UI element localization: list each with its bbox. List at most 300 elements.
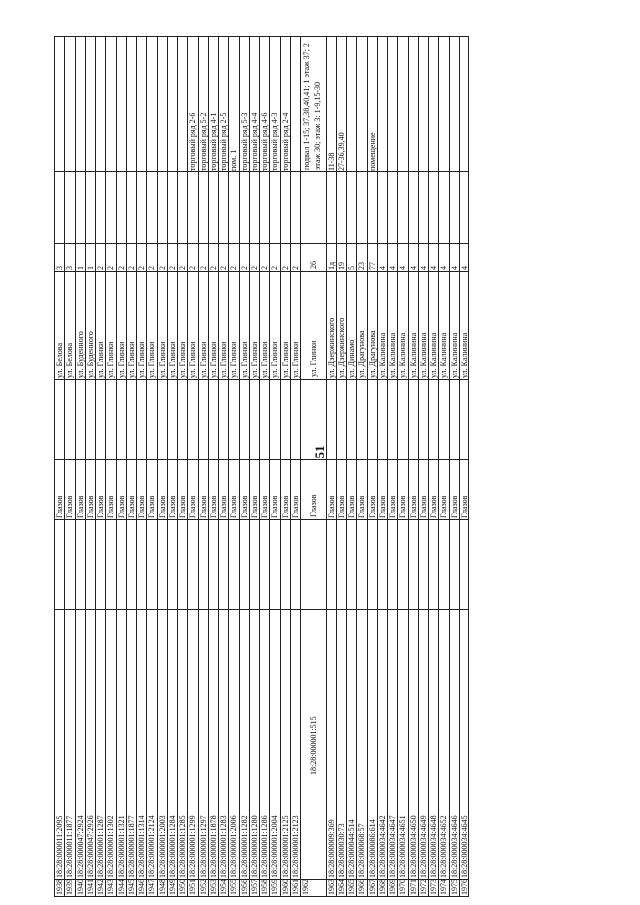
note-text: торговый ряд 4-4 [249, 112, 259, 171]
cell-cad [301, 610, 326, 880]
cell-extra [398, 172, 407, 244]
cell-cad [337, 610, 346, 880]
cell-gap2 [281, 520, 290, 610]
cell-cad [229, 610, 238, 880]
street-text: ул. Глинки [280, 341, 290, 378]
cell-gap [96, 380, 105, 460]
cell-gap [429, 380, 438, 460]
cell-gap2 [409, 520, 418, 610]
cell-cad [76, 610, 85, 880]
house-text: 1 [75, 266, 85, 270]
street-text: ул. Глинки [290, 341, 300, 378]
cell-note [240, 36, 249, 172]
cell-street [429, 272, 438, 380]
cell-n [378, 880, 387, 897]
cell-street [409, 272, 418, 380]
cell-house [158, 244, 167, 272]
cell-city [147, 460, 156, 520]
cell-n [199, 880, 208, 897]
table-row [356, 36, 366, 897]
cell-city [347, 460, 356, 520]
table-row [387, 36, 397, 897]
cell-street [137, 272, 146, 380]
city-text: Глазов [188, 495, 198, 518]
note-text: помещение [367, 132, 377, 171]
house-text: 2 [188, 266, 198, 270]
cell-gap [337, 380, 346, 460]
cad-text: 18:28:000011:2095 [55, 815, 64, 878]
city-text: Глазов [85, 495, 95, 518]
table-row [85, 36, 95, 897]
n-text: 1973 [429, 879, 439, 895]
table-row [146, 36, 156, 897]
house-text: 2 [270, 266, 280, 270]
street-text: ул. Калинина [418, 332, 428, 378]
cell-n [450, 880, 459, 897]
cell-house [270, 244, 279, 272]
street-text: ул. Калинина [398, 332, 408, 378]
cell-street [398, 272, 407, 380]
cell-extra [388, 172, 397, 244]
cell-house [388, 244, 397, 272]
cell-n [76, 880, 85, 897]
cell-city [337, 460, 346, 520]
cell-n [281, 880, 290, 897]
n-text: 1950 [178, 879, 187, 895]
cell-street [368, 272, 377, 380]
cell-street [240, 272, 249, 380]
house-text: 2 [260, 266, 269, 270]
cell-n [250, 880, 259, 897]
n-text: 1940 [75, 879, 85, 895]
cell-house [178, 244, 187, 272]
cell-extra [260, 172, 269, 244]
cad-text: 18:28:000047:2924 [75, 815, 85, 878]
cell-city [209, 460, 218, 520]
cell-gap [347, 380, 356, 460]
street-text: ул. Глинки [106, 341, 116, 378]
cell-cad [409, 610, 418, 880]
cell-street [378, 272, 387, 380]
cell-street [347, 272, 356, 380]
cell-extra [460, 172, 468, 244]
cad-text: 18:28:000001:515 [308, 716, 318, 775]
cell-house [209, 244, 218, 272]
cell-note [460, 36, 468, 172]
table-row [336, 36, 346, 897]
cell-gap2 [178, 520, 187, 610]
cell-house [347, 244, 356, 272]
cell-house [76, 244, 85, 272]
cell-city [178, 460, 187, 520]
cell-street [270, 272, 279, 380]
cell-n [229, 880, 238, 897]
note-text: торговый ряд 2-5 [219, 112, 228, 171]
cad-text: 18:28:000034:4647 [388, 815, 398, 878]
cell-street [117, 272, 126, 380]
cell-house [55, 244, 64, 272]
cell-house [199, 244, 208, 272]
cell-note [106, 36, 115, 172]
cell-house [357, 244, 366, 272]
cad-text: 18:28:000001:1283 [219, 815, 228, 878]
cell-cad [209, 610, 218, 880]
cell-street [209, 272, 218, 380]
note-text: подвал 1-15; 37,38,40,41; 1 этаж 37; 2 этаж 30; этаж 3: 1-9,15-30 [302, 43, 322, 170]
street-text: ул. Дзержинского [336, 317, 346, 378]
cell-city [357, 460, 366, 520]
cell-cad [178, 610, 187, 880]
cell-house [439, 244, 448, 272]
cell-extra [65, 172, 74, 244]
cell-n [291, 880, 300, 897]
cell-note [158, 36, 167, 172]
city-text: Глазов [408, 495, 418, 518]
table-row [64, 36, 74, 897]
note-text: торговый ряд 4-6 [260, 112, 269, 171]
street-text: ул. Калинина [388, 332, 398, 378]
cell-extra [291, 172, 300, 244]
cell-gap [219, 380, 228, 460]
cell-gap2 [86, 520, 95, 610]
cell-gap [281, 380, 290, 460]
cad-text: 18:28:000034:4645 [459, 815, 469, 878]
cell-n [460, 880, 468, 897]
cell-gap2 [450, 520, 459, 610]
cell-gap [178, 380, 187, 460]
note-text: 27-36,39,40 [336, 132, 346, 171]
cell-extra [439, 172, 448, 244]
cell-gap [301, 380, 326, 460]
cell-street [388, 272, 397, 380]
cell-n [209, 880, 218, 897]
cell-note [188, 36, 197, 172]
cell-gap [357, 380, 366, 460]
house-text: 2 [147, 266, 157, 270]
table-row [459, 36, 469, 897]
cell-street [260, 272, 269, 380]
house-text: 4 [377, 266, 387, 270]
house-text: 1 [85, 266, 95, 270]
cell-house [398, 244, 407, 272]
cell-n [388, 880, 397, 897]
cell-note [327, 36, 336, 172]
cell-n [96, 880, 105, 897]
cell-city [450, 460, 459, 520]
n-text: 1966 [357, 879, 367, 895]
house-text: 4 [418, 266, 428, 270]
house-text: 2 [116, 266, 126, 270]
n-text: 1946 [137, 879, 146, 895]
n-text: 1939 [65, 879, 75, 895]
cell-cad [439, 610, 448, 880]
cell-note [96, 36, 105, 172]
cell-street [76, 272, 85, 380]
city-text: Глазов [65, 495, 75, 518]
cell-gap2 [188, 520, 197, 610]
street-text: ул. Калинина [439, 332, 449, 378]
cell-cad [158, 610, 167, 880]
cell-gap [368, 380, 377, 460]
cell-extra [106, 172, 115, 244]
cell-extra [147, 172, 156, 244]
cell-city [260, 460, 269, 520]
cell-gap [229, 380, 238, 460]
city-text: Глазов [418, 495, 428, 518]
cell-cad [327, 610, 336, 880]
cell-street [86, 272, 95, 380]
cell-note [450, 36, 459, 172]
cell-n [178, 880, 187, 897]
cell-extra [327, 172, 336, 244]
city-text: Глазов [219, 495, 228, 518]
table-row [300, 36, 326, 897]
cell-street [357, 272, 366, 380]
cad-text: 18:28:000034:4649 [418, 815, 428, 878]
cell-extra [240, 172, 249, 244]
cell-extra [301, 172, 326, 244]
street-text: ул. Глинки [126, 341, 136, 378]
house-text: 2 [280, 266, 290, 270]
city-text: Глазов [106, 495, 116, 518]
cell-city [368, 460, 377, 520]
cell-note [117, 36, 126, 172]
cell-cad [96, 610, 105, 880]
cell-note [86, 36, 95, 172]
cell-city [229, 460, 238, 520]
table-row [428, 36, 438, 897]
house-text: 2 [249, 266, 259, 270]
cell-gap2 [291, 520, 300, 610]
cad-text: 18:28:000001:1284 [167, 815, 177, 878]
cad-text: 18:28:000001:2003 [157, 815, 167, 878]
cell-cad [429, 610, 438, 880]
cell-note [347, 36, 356, 172]
table-row [326, 36, 336, 897]
house-text: 2 [106, 266, 116, 270]
cell-gap [199, 380, 208, 460]
n-text: 1969 [388, 879, 398, 895]
cell-gap [419, 380, 428, 460]
page-number: 51 [312, 445, 327, 459]
cell-n [106, 880, 115, 897]
cell-street [301, 272, 326, 380]
cell-gap2 [158, 520, 167, 610]
n-text: 1956 [239, 879, 249, 895]
cell-gap2 [357, 520, 366, 610]
cell-note [260, 36, 269, 172]
street-text: ул. Глинки [198, 341, 208, 378]
city-text: Глазов [116, 495, 126, 518]
n-text: 1957 [249, 879, 259, 895]
street-text: ул. Динамо [347, 339, 357, 378]
cell-street [250, 272, 259, 380]
cad-text: 18:28:000001:2125 [280, 815, 290, 878]
cell-street [419, 272, 428, 380]
cell-n [260, 880, 269, 897]
table-row [259, 36, 269, 897]
cell-city [250, 460, 259, 520]
table-row [377, 36, 387, 897]
n-text: 1952 [198, 879, 208, 895]
cell-gap2 [117, 520, 126, 610]
cell-note [219, 36, 228, 172]
cad-text: 18:28:000001:1299 [188, 815, 198, 878]
n-text: 1965 [347, 879, 357, 895]
cell-city [96, 460, 105, 520]
cell-note [281, 36, 290, 172]
street-text: ул. Калинина [429, 332, 439, 378]
cell-gap2 [55, 520, 64, 610]
cell-note [209, 36, 218, 172]
cell-city [281, 460, 290, 520]
note-text: торговый ряд 2-6 [188, 112, 198, 171]
cell-extra [96, 172, 105, 244]
note-text: 11-38 [326, 152, 336, 171]
table-row [95, 36, 105, 897]
cell-note [398, 36, 407, 172]
cell-cad [270, 610, 279, 880]
cad-text: 18:28:000034:4651 [398, 815, 408, 878]
cell-extra [117, 172, 126, 244]
cell-street [147, 272, 156, 380]
cell-street [327, 272, 336, 380]
table-row [167, 36, 177, 897]
house-text: 4 [459, 266, 469, 270]
cell-city [188, 460, 197, 520]
cell-gap2 [147, 520, 156, 610]
cell-note [419, 36, 428, 172]
cell-cad [137, 610, 146, 880]
table-row [208, 36, 218, 897]
cell-house [127, 244, 136, 272]
cell-extra [86, 172, 95, 244]
cell-street [337, 272, 346, 380]
house-text: 2 [178, 266, 187, 270]
cell-extra [168, 172, 177, 244]
house-text: 23 [357, 262, 367, 270]
note-text: торговый ряд 2-4 [280, 112, 290, 171]
cell-city [158, 460, 167, 520]
cell-city [409, 460, 418, 520]
table-row [177, 36, 187, 897]
cad-text: 18:28:000068:57 [357, 823, 367, 878]
cell-cad [378, 610, 387, 880]
table-row [136, 36, 146, 897]
cell-house [327, 244, 336, 272]
cad-text: 18:28:000034:4650 [408, 815, 418, 878]
cell-note [270, 36, 279, 172]
cell-note [337, 36, 346, 172]
cell-city [398, 460, 407, 520]
cad-text: 18:28:000086:614 [367, 819, 377, 878]
house-text: 4 [429, 266, 439, 270]
cad-text: 18:28:000001:1297 [198, 815, 208, 878]
cell-city [219, 460, 228, 520]
table-row [438, 36, 448, 897]
cell-gap [460, 380, 468, 460]
house-text: 2 [126, 266, 136, 270]
cell-gap [378, 380, 387, 460]
table-row [418, 36, 428, 897]
cell-n [439, 880, 448, 897]
cell-extra [378, 172, 387, 244]
cell-city [301, 460, 326, 520]
cell-extra [347, 172, 356, 244]
house-text: 1д [326, 261, 336, 270]
cell-extra [199, 172, 208, 244]
n-text: 1958 [260, 879, 269, 895]
street-text: ул. Белова [65, 343, 75, 378]
cell-note [65, 36, 74, 172]
cell-city [86, 460, 95, 520]
cell-n [240, 880, 249, 897]
cell-city [388, 460, 397, 520]
cell-extra [188, 172, 197, 244]
cell-house [409, 244, 418, 272]
street-text: ул. Глинки [229, 341, 239, 378]
city-text: Глазов [347, 495, 357, 518]
cell-n [419, 880, 428, 897]
table-row [249, 36, 259, 897]
cad-text: 18:28:000011:1877 [65, 815, 75, 878]
cell-house [117, 244, 126, 272]
city-text: Глазов [398, 495, 408, 518]
cell-gap2 [137, 520, 146, 610]
cad-text: 18:28:000001:1877 [126, 815, 136, 878]
cell-city [106, 460, 115, 520]
cell-gap2 [240, 520, 249, 610]
street-text: ул. Буденного [75, 331, 85, 378]
cell-gap2 [429, 520, 438, 610]
cell-gap [439, 380, 448, 460]
house-text: 77 [367, 262, 377, 270]
street-text: ул. Глинки [96, 341, 105, 378]
table-row [126, 36, 136, 897]
cad-text: 18:28:000001:2004 [270, 815, 280, 878]
cell-gap [450, 380, 459, 460]
house-text: 2 [219, 266, 228, 270]
cell-gap2 [76, 520, 85, 610]
cell-street [291, 272, 300, 380]
n-text: 1948 [157, 879, 167, 895]
city-text: Глазов [157, 495, 167, 518]
street-text: ул. Глинки [219, 341, 228, 378]
cell-gap [398, 380, 407, 460]
city-text: Глазов [377, 495, 387, 518]
house-text: 19 [336, 262, 346, 270]
cad-text: 18:28:000001:2006 [229, 815, 239, 878]
street-text: ул. Драгунова [357, 330, 367, 378]
house-text: 4 [408, 266, 418, 270]
cell-house [240, 244, 249, 272]
cell-cad [368, 610, 377, 880]
cell-cad [65, 610, 74, 880]
street-text: ул. Глинки [308, 340, 318, 377]
cell-extra [419, 172, 428, 244]
cell-house [229, 244, 238, 272]
cell-cad [147, 610, 156, 880]
cell-street [127, 272, 136, 380]
cell-city [270, 460, 279, 520]
n-text: 1943 [106, 879, 116, 895]
cell-street [178, 272, 187, 380]
cell-city [65, 460, 74, 520]
cell-house [419, 244, 428, 272]
cell-city [137, 460, 146, 520]
cell-cad [55, 610, 64, 880]
n-text: 1953 [208, 879, 218, 895]
